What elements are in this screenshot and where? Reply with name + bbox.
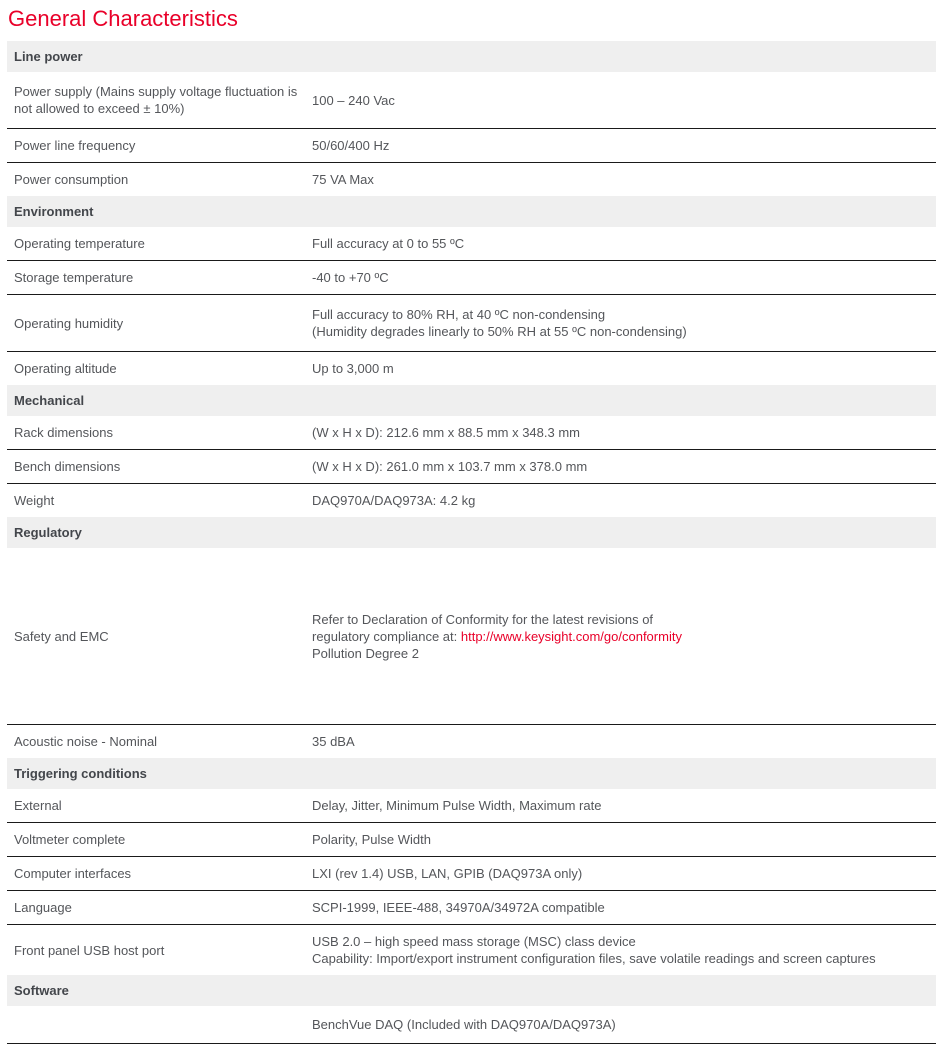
table-row [7, 789, 936, 822]
table-row [7, 483, 936, 517]
table-row [7, 890, 936, 924]
row-value [312, 1016, 936, 1033]
row-label: Safety and EMC [14, 628, 109, 644]
row-label: Computer interfaces [14, 866, 132, 881]
section-header-software [7, 975, 936, 1006]
table-row [7, 822, 936, 856]
row-label: Bench dimensions [14, 459, 121, 474]
section-header-label: Triggering conditions [14, 766, 147, 781]
row-label: Operating temperature [14, 236, 145, 251]
value-line: 35 dBA [312, 734, 355, 749]
section-header-label: Environment [14, 204, 94, 219]
value-line: 75 VA Max [312, 172, 374, 187]
row-value [312, 492, 936, 509]
value-line: (W x H x D): 212.6 mm x 88.5 mm x 348.3 mm [312, 425, 580, 440]
row-label: Weight [14, 493, 55, 508]
row-value [312, 235, 936, 252]
page-title: General Characteristics [8, 6, 238, 31]
value-line: Capability: Import/export instrument configuration files, save volatile readings and screen captures [312, 951, 876, 966]
value-line: Polarity, Pulse Width [312, 832, 431, 847]
value-line: 50/60/400 Hz [312, 138, 390, 153]
value-line: Up to 3,000 m [312, 361, 394, 376]
row-label: Operating humidity [14, 315, 124, 331]
row-value [312, 171, 936, 188]
section-header-label: Software [14, 983, 69, 998]
table-row [7, 260, 936, 294]
value-line: 100 – 240 Vac [312, 92, 395, 108]
value-line: Refer to Declaration of Conformity for the latest revisions of [312, 611, 654, 627]
table-row [7, 72, 936, 128]
section-header-label: Line power [14, 49, 83, 64]
section-header-mechanical [7, 385, 936, 416]
table-row [7, 416, 936, 449]
value-line-prefix: regulatory compliance at: [312, 628, 461, 644]
value-line: SCPI-1999, IEEE-488, 34970A/34972A compatible [312, 900, 605, 915]
table-row [7, 294, 936, 351]
spec-table [7, 41, 936, 1044]
row-value [312, 899, 936, 916]
value-line: DAQ970A/DAQ973A: 4.2 kg [312, 493, 476, 508]
value-line: (W x H x D): 261.0 mm x 103.7 mm x 378.0 mm [312, 459, 588, 474]
row-value [312, 733, 936, 750]
section-triggering-conditions [7, 758, 936, 975]
row-label: Power line frequency [14, 138, 136, 153]
table-row [7, 128, 936, 162]
value-line: BenchVue DAQ (Included with DAQ970A/DAQ973A) [312, 1017, 616, 1032]
row-value [312, 360, 936, 377]
row-value [312, 831, 936, 848]
row-value [312, 458, 936, 475]
row-value [312, 797, 936, 814]
row-label: Operating altitude [14, 361, 117, 376]
value-line: USB 2.0 – high speed mass storage (MSC) class device [312, 934, 636, 949]
value-line: Pollution Degree 2 [312, 645, 419, 661]
row-label: Power consumption [14, 172, 129, 187]
row-value [312, 137, 936, 154]
row-label: Acoustic noise - Nominal [14, 734, 158, 749]
section-header-label: Regulatory [14, 525, 82, 540]
row-label: Storage temperature [14, 270, 134, 285]
row-label: External [14, 798, 62, 813]
value-line: LXI (rev 1.4) USB, LAN, GPIB (DAQ973A only) [312, 866, 583, 881]
section-header-triggering-conditions [7, 758, 936, 789]
row-value [312, 306, 936, 340]
table-row [7, 724, 936, 758]
section-header-regulatory [7, 517, 936, 548]
row-label: Rack dimensions [14, 425, 113, 440]
table-row [7, 548, 936, 724]
row-value [312, 611, 936, 662]
value-line: Full accuracy at 0 to 55 ºC [312, 236, 465, 251]
table-row [7, 227, 936, 260]
row-label: Language [14, 900, 72, 915]
section-header-label: Mechanical [14, 393, 85, 408]
row-value [312, 865, 936, 882]
row-value [312, 424, 936, 441]
conformity-link[interactable]: http://www.keysight.com/go/conformity [460, 628, 682, 644]
table-row [7, 856, 936, 890]
value-line: (Humidity degrades linearly to 50% RH at 55 ºC non-condensing) [312, 324, 687, 339]
section-header-environment [7, 196, 936, 227]
table-row [7, 449, 936, 483]
row-label: Power supply (Mains supply voltage fluctuation is not allowed to exceed ± 10%) [14, 84, 298, 116]
section-regulatory [7, 517, 936, 758]
value-line: Full accuracy to 80% RH, at 40 ºC non-condensing [312, 307, 606, 322]
section-mechanical [7, 385, 936, 517]
value-line [312, 628, 936, 645]
row-label: Front panel USB host port [14, 942, 165, 958]
table-row [7, 351, 936, 385]
value-line: -40 to +70 ºC [312, 270, 389, 285]
row-value [312, 933, 936, 967]
row-label: Voltmeter complete [14, 832, 126, 847]
section-header-line-power [7, 41, 936, 72]
table-row [7, 162, 936, 196]
table-row [7, 1006, 936, 1043]
section-environment [7, 196, 936, 385]
value-line: Delay, Jitter, Minimum Pulse Width, Maximum rate [312, 798, 602, 813]
row-value [312, 269, 936, 286]
row-value [312, 92, 936, 109]
table-row [7, 924, 936, 975]
section-line-power [7, 41, 936, 196]
